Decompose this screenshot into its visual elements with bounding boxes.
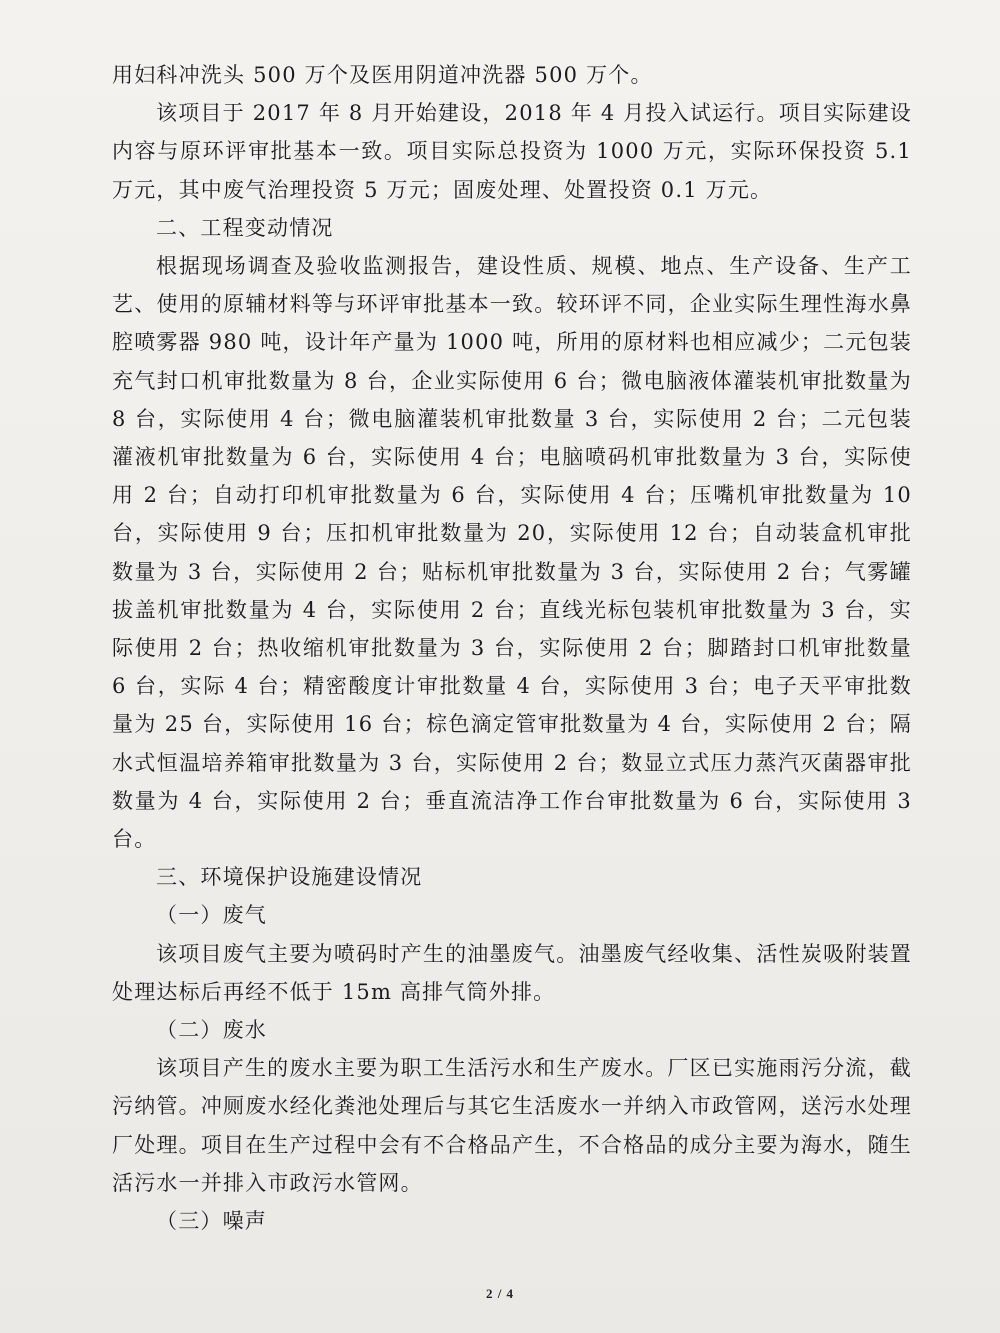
subheading-waste-water: （二）废水 — [156, 1018, 267, 1043]
paragraph-waste-gas: 该项目废气主要为喷码时产生的油墨废气。油墨废气经收集、活性炭吸附装置处理达标后再经不低于 15m 高排气筒外排。 — [112, 941, 912, 1004]
section-heading-changes: 二、工程变动情况 — [156, 215, 334, 240]
section-heading-env-facilities: 三、环境保护设施建设情况 — [156, 865, 423, 890]
paragraph-investment: 该项目于 2017 年 8 月开始建设，2018 年 4 月投入试运行。项目实际建设内容与原环评审批基本一致。项目实际总投资为 1000 万元，实际环保投资 5.1 万元，其中废气治理投资 5 万元；固废处理、处置投资 0.1 万元。 — [112, 101, 912, 202]
subheading-noise: （三）噪声 — [156, 1209, 267, 1234]
paragraph-equipment-changes: 根据现场调查及验收监测报告，建设性质、规模、地点、生产设备、生产工艺、使用的原辅材料等与环评审批基本一致。较环评不同，企业实际生理性海水鼻腔喷雾器 980 吨，设计年产量为 1000 吨，所用的原材料也相应减少；二元包装充气封口机审批数量为 8 台，企业实际使用 6 台；微电脑液体灌装机审批数量为 8 台，实际使用 4 台；微电脑灌装机审批数量 3 台，实际使用 2 台；二元包装灌液机审批数量为 6 台，实际使用 4 台；电脑喷码机审批数量为 3 台，实际使用 2 台；自动打印机审批数量为 6 台，实际使用 4 台；压嘴机审批数量为 10 台，实际使用 9 台；压扣机审批数量为 20，实际使用 12 台；自动装盒机审批数量为 3 台，实际使用 2 台；贴标机审批数量为 3 台，实际使用 2 台；气雾罐拔盖机审批数量为 4 台，实际使用 2 台；直线光标包装机审批数量为 3 台，实际使用 2 台；热收缩机审批数量为 3 台，实际使用 2 台；脚踏封口机审批数量 6 台，实际 4 台；精密酸度计审批数量 4 台，实际使用 3 台；电子天平审批数量为 25 台，实际使用 16 台；棕色滴定管审批数量为 4 台，实际使用 2 台；隔水式恒温培养箱审批数量为 3 台，实际使用 2 台；数显立式压力蒸汽灭菌器审批数量为 4 台，实际使用 2 台；垂直流洁净工作台审批数量为 6 台，实际使用 3 台。 — [112, 254, 912, 852]
paragraph-continuation: 用妇科冲洗头 500 万个及医用阴道冲洗器 500 万个。 — [112, 63, 653, 87]
paragraph-waste-water: 该项目产生的废水主要为职工生活污水和生产废水。厂区已实施雨污分流，截污纳管。冲厕废水经化粪池处理后与其它生活废水一并纳入市政管网，送污水处理厂处理。项目在生产过程中会有不合格品产生，不合格品的成分主要为海水，随生活污水一并排入市政污水管网。 — [112, 1056, 912, 1195]
page-number: 2 / 4 — [485, 1286, 515, 1301]
subheading-waste-gas: （一）废气 — [156, 903, 267, 928]
document-body — [112, 56, 912, 1240]
